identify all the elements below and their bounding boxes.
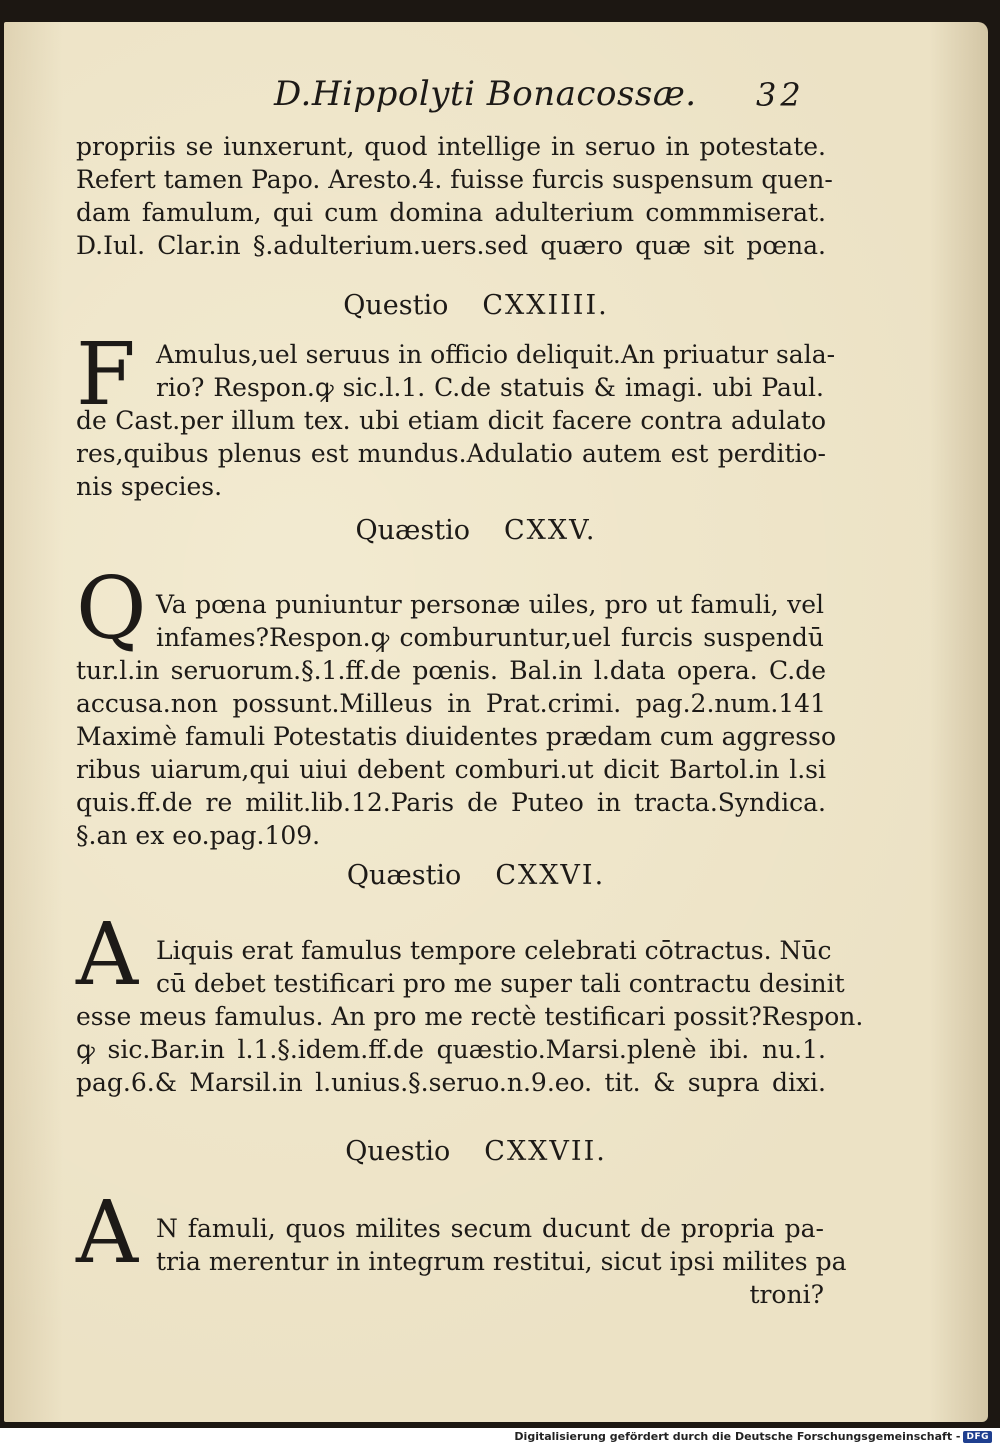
text-line: troni? bbox=[749, 1280, 824, 1309]
text-line: N famuli, quos milites secum ducunt de propria pa- bbox=[156, 1214, 824, 1243]
text-line: Maximè famuli Potestatis diuidentes prædam cum aggresso bbox=[76, 722, 836, 751]
question-paragraph-continued bbox=[76, 654, 836, 852]
heading-label: Questio bbox=[345, 1136, 451, 1167]
text-line: Refert tamen Papo. Aresto.4. fuisse furcis suspensum quen- bbox=[76, 165, 833, 194]
question-paragraph bbox=[156, 588, 824, 654]
text-line: nis species. bbox=[76, 472, 223, 501]
text-line: propriis se iunxerunt, quod intellige in seruo in potestate. bbox=[76, 132, 826, 161]
question-paragraph-continued bbox=[76, 1000, 864, 1099]
book-page bbox=[4, 22, 988, 1422]
question-heading bbox=[76, 290, 876, 321]
continuation-paragraph bbox=[76, 130, 833, 262]
text-line: Va pœna puniuntur personæ uiles, pro ut famuli, vel bbox=[156, 590, 824, 619]
text-line: ribus uiarum,qui uiui debent comburi.ut dicit Bartol.in l.si bbox=[76, 755, 826, 784]
text-line: quis.ff.de re milit.lib.12.Paris de Puteo in tracta.Syndica. bbox=[76, 788, 826, 817]
question-paragraph bbox=[156, 1212, 847, 1311]
text-line: res,quibus plenus est mundus.Adulatio autem est perditio- bbox=[76, 439, 826, 468]
drop-cap: A bbox=[76, 1183, 139, 1283]
drop-cap: Q bbox=[76, 559, 147, 659]
text-line: tur.l.in seruorum.§.1.ff.de pœnis. Bal.in l.data opera. C.de bbox=[76, 656, 826, 685]
text-line: infames?Respon.ꝙ comburuntur,uel furcis suspendū bbox=[156, 623, 824, 652]
heading-number: CXXIIII. bbox=[482, 290, 609, 321]
digitization-credit bbox=[514, 1430, 992, 1443]
drop-cap: A bbox=[76, 905, 139, 1005]
credit-text: Digitalisierung gefördert durch die Deutsche Forschungsgemeinschaft - bbox=[514, 1430, 961, 1443]
text-line: esse meus famulus. An pro me rectè testificari possit?Respon. bbox=[76, 1002, 864, 1031]
text-line: tria merentur in integrum restitui, sicut ipsi milites pa bbox=[156, 1247, 847, 1276]
text-line: cū debet testificari pro me super tali contractu desinit bbox=[156, 969, 845, 998]
heading-number: CXXVI. bbox=[495, 860, 606, 891]
text-line: Liquis erat famulus tempore celebrati cōtractus. Nūc bbox=[156, 936, 832, 965]
heading-label: Quæstio bbox=[346, 860, 462, 891]
question-heading bbox=[76, 860, 876, 891]
dfg-logo: DFG bbox=[963, 1431, 992, 1443]
text-line: rio? Respon.ꝙ sic.l.1. C.de statuis & imagi. ubi Paul. bbox=[156, 373, 824, 402]
text-line: §.an ex eo.pag.109. bbox=[76, 821, 321, 850]
heading-label: Questio bbox=[343, 290, 449, 321]
text-line: Amulus,uel seruus in officio deliquit.An priuatur sala- bbox=[156, 340, 836, 369]
question-paragraph bbox=[156, 934, 845, 1000]
text-line: dam famulum, qui cum domina adulterium commmiserat. bbox=[76, 198, 826, 227]
text-line: de Cast.per illum tex. ubi etiam dicit facere contra adulato bbox=[76, 406, 826, 435]
question-paragraph bbox=[156, 338, 836, 404]
running-title: D.Hippolyti Bonacossæ. bbox=[274, 74, 697, 114]
text-line: accusa.non possunt.Milleus in Prat.crimi. pag.2.num.141 bbox=[76, 689, 826, 718]
drop-cap: F bbox=[76, 325, 136, 425]
question-heading bbox=[76, 1136, 876, 1167]
text-line: ꝙ sic.Bar.in l.1.§.idem.ff.de quæstio.Marsi.plenè ibi. nu.1. bbox=[76, 1035, 826, 1064]
question-heading bbox=[76, 515, 876, 546]
text-line: D.Iul. Clar.in §.adulterium.uers.sed quæro quæ sit pœna. bbox=[76, 231, 826, 260]
text-line: pag.6.& Marsil.in l.unius.§.seruo.n.9.eo. tit. & supra dixi. bbox=[76, 1068, 826, 1097]
page-number: 32 bbox=[756, 76, 805, 114]
heading-number: CXXV. bbox=[504, 515, 597, 546]
heading-number: CXXVII. bbox=[484, 1136, 607, 1167]
question-paragraph-continued bbox=[76, 404, 826, 503]
heading-label: Quæstio bbox=[355, 515, 471, 546]
